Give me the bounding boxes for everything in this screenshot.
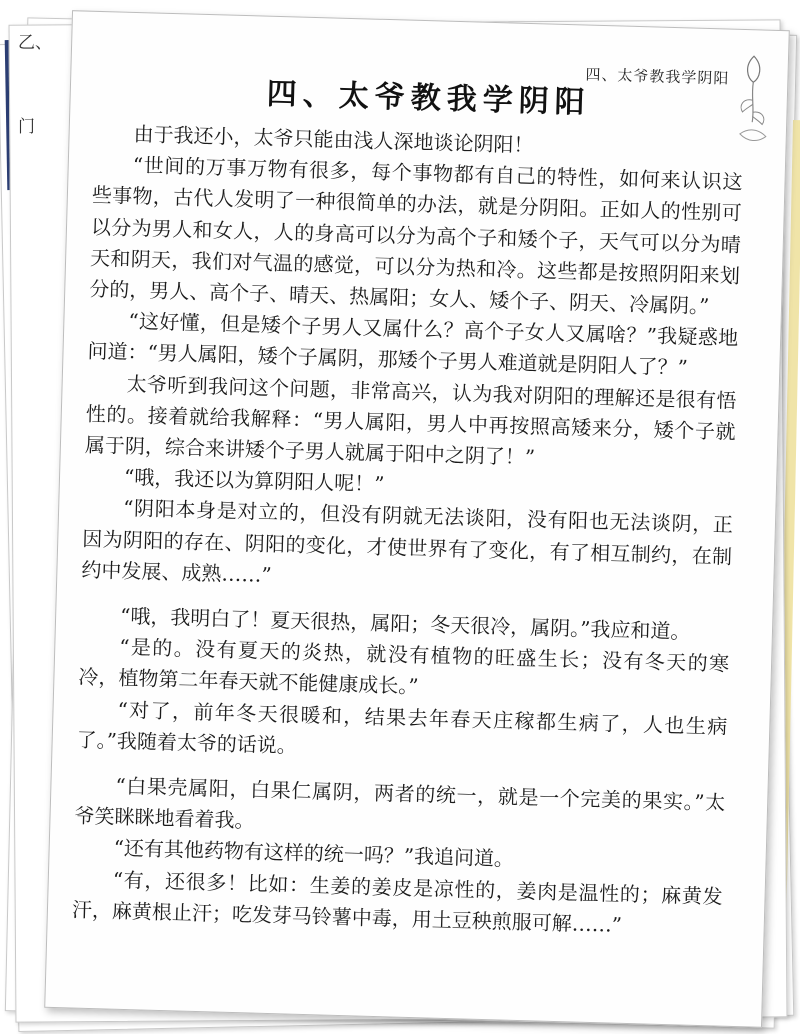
paragraph: “有，还很多！比如：生姜的姜皮是凉性的，姜肉是温性的；麻黄发汗，麻黄根止汗；吃发芽马铃薯中毒，用土豆秧煎服可解……” [71, 867, 723, 937]
underlying-page-text: 门 [18, 117, 35, 137]
paragraph: 太爷听到我问这个问题，非常高兴，认为我对阴阳的理解还是很有悟性的。接着就给我解释：“男人属阳，男人中再按照高矮来分，矮个子就属于阴，综合来讲矮个子男人就属于阳中之阴了！” [84, 371, 737, 470]
body-text [72, 118, 744, 944]
paragraph: “这好懂，但是矮个子男人又属什么？高个子女人又属啥？”我疑惑地问道：“男人属阳，矮个子属阴，那矮个子男人难道就是阴阳人了？” [87, 309, 739, 380]
chapter-title: 四、太爷教我学阴阳 [266, 76, 592, 121]
paragraph: 由于我还小，太爷只能由浅人深地谈论阴阳！ [133, 121, 534, 158]
book-page [44, 10, 790, 1028]
paragraph: “还有其他药物有这样的统一吗？”我追问道。 [113, 836, 515, 872]
running-header: 四、太爷教我学阴阳 [585, 65, 730, 88]
paragraph: “世间的万事万物有很多，每个事物都有自己的特性，如何来认识这些事物，古代人发明了一种很简单的办法，就是分阴阳。正如人的性别可以分为男人和女人，人的身高可以分为高个子和矮个子，天气可以分为晴天和阴天，我们对气温的感觉，可以分为热和冷。这些都是按照阴阳来划分的，男人、高个子、晴天、热属阳；女人、矮个子、阴天、冷属阴。” [88, 153, 743, 319]
paragraph: “白果壳属阳，白果仁属阴，两者的统一，就是一个完美的果实。”太爷笑眯眯地看着我。 [74, 773, 726, 833]
paragraph: “是的。没有夏天的炎热，就没有植物的旺盛生长；没有冬天的寒冷，植物第二年春天就不能健康成长。” [78, 634, 730, 699]
paragraph: “对了，前年冬天很暖和，结果去年春天庄稼都生病了，人也生病了。”我随着太爷的话说。 [76, 697, 728, 758]
paragraph: “哦，我明白了！夏天很热，属阳；冬天很冷，属阴。”我应和道。 [119, 603, 691, 644]
underlying-page-text: 乙、 [18, 33, 52, 53]
paragraph: “阴阳本身是对立的，但没有阴就无法谈阳，没有阳也无法谈阴，正因为阴阳的存在、阴阳的变化，才使世界有了变化，有了相互制约，在制约中发展、成熟……” [81, 496, 734, 587]
paragraph: “哦，我还以为算阴阳人呢！” [123, 465, 385, 497]
